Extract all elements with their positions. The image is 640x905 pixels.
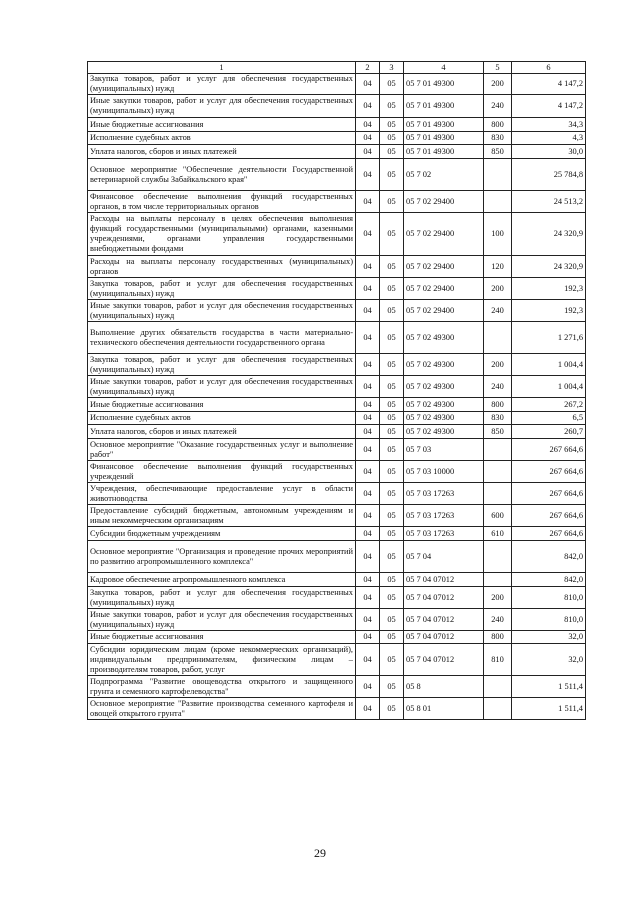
row-rz: 04 — [356, 483, 380, 505]
row-pr: 05 — [380, 300, 404, 322]
row-vr: 240 — [484, 609, 512, 631]
row-rz: 04 — [356, 398, 380, 412]
row-sum: 24 320,9 — [512, 256, 586, 278]
row-pr: 05 — [380, 644, 404, 676]
row-sum: 32,0 — [512, 631, 586, 644]
row-pr: 05 — [380, 631, 404, 644]
row-sum: 30,0 — [512, 145, 586, 159]
row-pr: 05 — [380, 573, 404, 587]
row-name: Иные бюджетные ассигнования — [88, 631, 356, 644]
row-sum: 192,3 — [512, 300, 586, 322]
row-vr: 200 — [484, 74, 512, 95]
row-vr: 850 — [484, 145, 512, 159]
row-name: Исполнение судебных актов — [88, 132, 356, 145]
row-name: Иные закупки товаров, работ и услуг для обеспечения государственных (муниципальных) нужд — [88, 609, 356, 631]
table-row — [88, 354, 586, 376]
row-rz: 04 — [356, 644, 380, 676]
table-row — [88, 461, 586, 483]
row-csr: 05 7 04 07012 — [404, 587, 484, 609]
row-name: Уплата налогов, сборов и иных платежей — [88, 425, 356, 439]
table-row — [88, 439, 586, 461]
table-row — [88, 631, 586, 644]
row-rz: 04 — [356, 573, 380, 587]
row-pr: 05 — [380, 676, 404, 698]
row-sum: 24 320,9 — [512, 213, 586, 256]
row-name: Закупка товаров, работ и услуг для обеспечения государственных (муниципальных) нужд — [88, 587, 356, 609]
row-pr: 05 — [380, 483, 404, 505]
row-csr: 05 7 01 49300 — [404, 132, 484, 145]
table-row — [88, 609, 586, 631]
row-pr: 05 — [380, 505, 404, 527]
row-sum: 4,3 — [512, 132, 586, 145]
row-rz: 04 — [356, 412, 380, 425]
row-rz: 04 — [356, 439, 380, 461]
table-row — [88, 213, 586, 256]
row-name: Расходы на выплаты персоналу в целях обеспечения выполнения функций государственными (муниципальными) органами, казенными учреждениями, органами управления государственными внебюджетными фондами — [88, 213, 356, 256]
table-row — [88, 74, 586, 95]
row-name: Закупка товаров, работ и услуг для обеспечения государственных (муниципальных) нужд — [88, 354, 356, 376]
table-row — [88, 573, 586, 587]
row-pr: 05 — [380, 118, 404, 132]
row-name: Подпрограмма "Развитие овощеводства открытого и защищенного грунта и семенного картофелеводства" — [88, 676, 356, 698]
row-pr: 05 — [380, 159, 404, 191]
row-vr: 830 — [484, 132, 512, 145]
row-pr: 05 — [380, 354, 404, 376]
row-name: Иные закупки товаров, работ и услуг для обеспечения государственных (муниципальных) нужд — [88, 376, 356, 398]
row-vr: 200 — [484, 354, 512, 376]
header-cell-4: 4 — [404, 62, 484, 74]
row-pr: 05 — [380, 609, 404, 631]
row-pr: 05 — [380, 376, 404, 398]
table-row — [88, 505, 586, 527]
row-name: Уплата налогов, сборов и иных платежей — [88, 145, 356, 159]
row-pr: 05 — [380, 322, 404, 354]
row-csr: 05 7 02 49300 — [404, 322, 484, 354]
table-row — [88, 256, 586, 278]
row-vr: 200 — [484, 278, 512, 300]
table-row — [88, 398, 586, 412]
row-pr: 05 — [380, 132, 404, 145]
row-sum: 1 511,4 — [512, 698, 586, 720]
row-rz: 04 — [356, 256, 380, 278]
row-rz: 04 — [356, 541, 380, 573]
row-name: Исполнение судебных актов — [88, 412, 356, 425]
row-csr: 05 7 02 29400 — [404, 256, 484, 278]
row-rz: 04 — [356, 676, 380, 698]
row-name: Иные закупки товаров, работ и услуг для обеспечения государственных (муниципальных) нужд — [88, 95, 356, 118]
row-csr: 05 7 03 17263 — [404, 483, 484, 505]
row-vr: 240 — [484, 300, 512, 322]
row-pr: 05 — [380, 95, 404, 118]
row-name: Расходы на выплаты персоналу государственных (муниципальных) органов — [88, 256, 356, 278]
row-pr: 05 — [380, 439, 404, 461]
row-name: Основное мероприятие "Обеспечение деятельности Государственной ветеринарной службы Забайкальского края" — [88, 159, 356, 191]
row-csr: 05 7 04 — [404, 541, 484, 573]
row-vr — [484, 159, 512, 191]
table-row — [88, 376, 586, 398]
row-rz: 04 — [356, 354, 380, 376]
row-rz: 04 — [356, 587, 380, 609]
row-vr — [484, 461, 512, 483]
row-rz: 04 — [356, 300, 380, 322]
row-pr: 05 — [380, 527, 404, 541]
table-row — [88, 527, 586, 541]
row-sum: 810,0 — [512, 609, 586, 631]
row-rz: 04 — [356, 609, 380, 631]
row-csr: 05 7 02 29400 — [404, 191, 484, 213]
row-rz: 04 — [356, 95, 380, 118]
row-pr: 05 — [380, 74, 404, 95]
row-csr: 05 7 04 07012 — [404, 631, 484, 644]
row-pr: 05 — [380, 278, 404, 300]
row-name: Закупка товаров, работ и услуг для обеспечения государственных (муниципальных) нужд — [88, 278, 356, 300]
row-csr: 05 7 02 29400 — [404, 213, 484, 256]
row-vr: 610 — [484, 527, 512, 541]
row-sum: 34,3 — [512, 118, 586, 132]
row-csr: 05 7 01 49300 — [404, 74, 484, 95]
row-csr: 05 7 01 49300 — [404, 118, 484, 132]
row-sum: 842,0 — [512, 541, 586, 573]
row-sum: 25 784,8 — [512, 159, 586, 191]
row-name: Иные бюджетные ассигнования — [88, 398, 356, 412]
table-row — [88, 587, 586, 609]
table-row — [88, 541, 586, 573]
row-csr: 05 7 03 17263 — [404, 505, 484, 527]
table-row — [88, 118, 586, 132]
row-vr — [484, 322, 512, 354]
row-vr: 240 — [484, 376, 512, 398]
row-pr: 05 — [380, 191, 404, 213]
row-vr — [484, 573, 512, 587]
row-name: Кадровое обеспечение агропромышленного комплекса — [88, 573, 356, 587]
row-sum: 24 513,2 — [512, 191, 586, 213]
row-name: Финансовое обеспечение выполнения функций государственных учреждений — [88, 461, 356, 483]
row-name: Основное мероприятие "Развитие производства семенного картофеля и овощей открытого грунта" — [88, 698, 356, 720]
row-name: Основное мероприятие "Оказание государственных услуг и выполнение работ" — [88, 439, 356, 461]
row-csr: 05 7 03 10000 — [404, 461, 484, 483]
row-csr: 05 7 02 49300 — [404, 412, 484, 425]
row-sum: 810,0 — [512, 587, 586, 609]
header-cell-2: 2 — [356, 62, 380, 74]
row-rz: 04 — [356, 698, 380, 720]
row-csr: 05 7 02 49300 — [404, 376, 484, 398]
row-rz: 04 — [356, 145, 380, 159]
row-pr: 05 — [380, 541, 404, 573]
row-vr: 850 — [484, 425, 512, 439]
row-rz: 04 — [356, 278, 380, 300]
row-csr: 05 7 02 49300 — [404, 398, 484, 412]
row-vr — [484, 541, 512, 573]
table-row — [88, 676, 586, 698]
row-vr: 240 — [484, 95, 512, 118]
row-vr: 600 — [484, 505, 512, 527]
row-rz: 04 — [356, 631, 380, 644]
row-pr: 05 — [380, 398, 404, 412]
row-pr: 05 — [380, 587, 404, 609]
row-name: Субсидии юридическим лицам (кроме некоммерческих организаций), индивидуальным предпринимателям, физическим лицам – производителям товаров, работ, услуг — [88, 644, 356, 676]
row-name: Субсидии бюджетным учреждениям — [88, 527, 356, 541]
row-csr: 05 8 — [404, 676, 484, 698]
row-name: Основное мероприятие "Организация и проведение прочих мероприятий по развитию агропромышленного комплекса" — [88, 541, 356, 573]
row-rz: 04 — [356, 213, 380, 256]
row-csr: 05 7 02 49300 — [404, 354, 484, 376]
row-pr: 05 — [380, 461, 404, 483]
row-csr: 05 7 02 — [404, 159, 484, 191]
row-vr — [484, 698, 512, 720]
row-sum: 4 147,2 — [512, 74, 586, 95]
row-pr: 05 — [380, 698, 404, 720]
row-sum: 267 664,6 — [512, 505, 586, 527]
row-rz: 04 — [356, 527, 380, 541]
row-csr: 05 7 04 07012 — [404, 644, 484, 676]
table-body — [88, 62, 586, 720]
row-pr: 05 — [380, 256, 404, 278]
row-csr: 05 7 01 49300 — [404, 95, 484, 118]
header-cell-1: 1 — [88, 62, 356, 74]
page-number: 29 — [314, 846, 326, 860]
row-name: Выполнение других обязательств государства в части материально-технического обеспечения деятельности государственного органа — [88, 322, 356, 354]
row-rz: 04 — [356, 191, 380, 213]
budget-table — [87, 61, 586, 720]
row-sum: 842,0 — [512, 573, 586, 587]
row-rz: 04 — [356, 132, 380, 145]
row-vr: 800 — [484, 398, 512, 412]
row-sum: 6,5 — [512, 412, 586, 425]
table-row — [88, 322, 586, 354]
row-vr: 100 — [484, 213, 512, 256]
row-vr: 200 — [484, 587, 512, 609]
row-sum: 1 511,4 — [512, 676, 586, 698]
row-vr: 800 — [484, 631, 512, 644]
row-rz: 04 — [356, 376, 380, 398]
row-csr: 05 7 02 29400 — [404, 300, 484, 322]
row-sum: 267 664,6 — [512, 483, 586, 505]
row-pr: 05 — [380, 145, 404, 159]
row-vr: 120 — [484, 256, 512, 278]
row-sum: 267,2 — [512, 398, 586, 412]
row-vr: 800 — [484, 118, 512, 132]
row-vr: 810 — [484, 644, 512, 676]
row-sum: 267 664,6 — [512, 439, 586, 461]
row-vr — [484, 439, 512, 461]
row-csr: 05 7 01 49300 — [404, 145, 484, 159]
row-pr: 05 — [380, 412, 404, 425]
row-sum: 267 664,6 — [512, 527, 586, 541]
row-sum: 4 147,2 — [512, 95, 586, 118]
table-row — [88, 159, 586, 191]
table-row — [88, 698, 586, 720]
header-cell-6: 6 — [512, 62, 586, 74]
row-name: Учреждения, обеспечивающие предоставление услуг в области животноводства — [88, 483, 356, 505]
row-vr — [484, 483, 512, 505]
row-name: Иные закупки товаров, работ и услуг для обеспечения государственных (муниципальных) нужд — [88, 300, 356, 322]
table-row — [88, 412, 586, 425]
row-csr: 05 7 03 — [404, 439, 484, 461]
row-rz: 04 — [356, 159, 380, 191]
row-name: Закупка товаров, работ и услуг для обеспечения государственных (муниципальных) нужд — [88, 74, 356, 95]
table-row — [88, 145, 586, 159]
table-row — [88, 644, 586, 676]
row-sum: 267 664,6 — [512, 461, 586, 483]
header-cell-5: 5 — [484, 62, 512, 74]
row-name: Предоставление субсидий бюджетным, автономным учреждениям и иным некоммерческим организациям — [88, 505, 356, 527]
row-rz: 04 — [356, 425, 380, 439]
row-csr: 05 7 04 07012 — [404, 609, 484, 631]
row-csr: 05 7 04 07012 — [404, 573, 484, 587]
row-vr — [484, 191, 512, 213]
row-csr: 05 7 03 17263 — [404, 527, 484, 541]
table-row — [88, 278, 586, 300]
row-pr: 05 — [380, 425, 404, 439]
row-vr: 830 — [484, 412, 512, 425]
row-rz: 04 — [356, 118, 380, 132]
row-rz: 04 — [356, 505, 380, 527]
table-row — [88, 425, 586, 439]
table-row — [88, 95, 586, 118]
table-row — [88, 483, 586, 505]
row-name: Финансовое обеспечение выполнения функций государственных органов, в том числе территориальных органов — [88, 191, 356, 213]
table-row — [88, 191, 586, 213]
row-csr: 05 7 02 49300 — [404, 425, 484, 439]
row-rz: 04 — [356, 322, 380, 354]
row-rz: 04 — [356, 74, 380, 95]
header-cell-3: 3 — [380, 62, 404, 74]
row-csr: 05 8 01 — [404, 698, 484, 720]
row-sum: 260,7 — [512, 425, 586, 439]
row-sum: 1 271,6 — [512, 322, 586, 354]
table-row — [88, 132, 586, 145]
row-sum: 192,3 — [512, 278, 586, 300]
row-sum: 1 004,4 — [512, 376, 586, 398]
table-header-row — [88, 62, 586, 74]
table-row — [88, 300, 586, 322]
row-name: Иные бюджетные ассигнования — [88, 118, 356, 132]
row-rz: 04 — [356, 461, 380, 483]
row-csr: 05 7 02 29400 — [404, 278, 484, 300]
row-vr — [484, 676, 512, 698]
row-sum: 1 004,4 — [512, 354, 586, 376]
row-sum: 32,0 — [512, 644, 586, 676]
row-pr: 05 — [380, 213, 404, 256]
